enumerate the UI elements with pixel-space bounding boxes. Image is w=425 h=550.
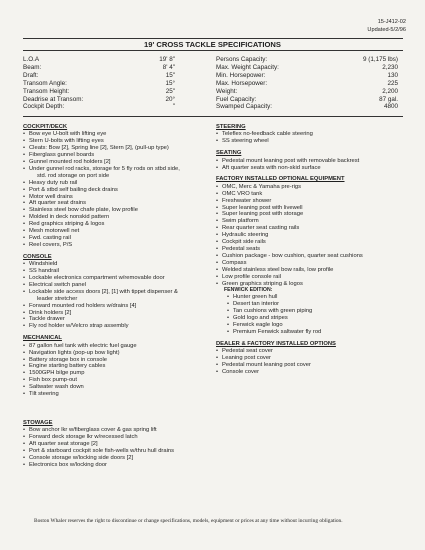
spec-label: Max. Horsepower: bbox=[216, 79, 268, 87]
section-heading: MECHANICAL bbox=[23, 335, 62, 342]
list-item: • Teleflex no-feedback cable steering bbox=[216, 131, 363, 138]
list-item: • Cockpit side rails bbox=[216, 239, 363, 246]
spec-value: 87 gal. bbox=[379, 95, 398, 103]
list-item: • Fwd. casting rail bbox=[23, 235, 180, 242]
list-item: • Cleats: Bow [2], Spring line [2], Stern [2], (pull-up type) bbox=[23, 145, 180, 152]
list-item: • Stainless steel bow chafe plate, low profile bbox=[23, 207, 180, 214]
list-item: • Motor well drains bbox=[23, 194, 180, 201]
list-item: • Lockable side access doors [2], [1] with tippet dispenser & bbox=[23, 289, 180, 296]
list-item: • Bow eye U-bolt with lifting eye bbox=[23, 131, 180, 138]
spec-value: 4800 bbox=[383, 103, 398, 111]
right-column bbox=[216, 124, 363, 376]
spec-value: 15° bbox=[165, 79, 175, 87]
list-item: • Cushion package - bow cushion, quarter seat cushions bbox=[216, 253, 363, 260]
page-title: 19' CROSS TACKLE SPECIFICATIONS bbox=[144, 40, 281, 49]
spec-row bbox=[216, 64, 398, 72]
spec-value: 15" bbox=[165, 71, 175, 79]
list-item: • Tackle drawer bbox=[23, 316, 180, 323]
spec-label: Weight: bbox=[216, 87, 238, 95]
list-item: • Super leaning post with livewell bbox=[216, 205, 363, 212]
spec-value: 20° bbox=[165, 95, 175, 103]
list-item: • Pedestal mount leaning post cover bbox=[216, 362, 363, 369]
updated-date: Updated-5/2/96 bbox=[367, 27, 406, 33]
list-item: • Battery storage box in console bbox=[23, 357, 180, 364]
list-item: • Forward mounted rod holders w/drains [4] bbox=[23, 303, 180, 310]
sub-list-item: • Premium Fenwick saltwater fly rod bbox=[216, 329, 363, 336]
list-item: • Pedestal mount leaning post with removable backrest bbox=[216, 158, 363, 165]
list-item: • Port & stbd self bailing deck drains bbox=[23, 187, 180, 194]
list-item: • Compass bbox=[216, 260, 363, 267]
spec-label: Fuel Capacity: bbox=[216, 95, 257, 103]
spec-row bbox=[216, 96, 398, 104]
spec-row bbox=[23, 96, 175, 104]
spec-row bbox=[216, 56, 398, 64]
section-heading: STOWAGE bbox=[23, 419, 53, 426]
list-item: • Saltwater wash down bbox=[23, 384, 180, 391]
list-item: • Console cover bbox=[216, 369, 363, 376]
list-item: • Fish box pump-out bbox=[23, 377, 180, 384]
spec-label: Max. Weight Capacity: bbox=[216, 63, 279, 71]
list-item: • Port & starboard cockpit sole fish-wells w/thru hull drains bbox=[23, 448, 180, 455]
list-item: • Swim platform bbox=[216, 218, 363, 225]
list-item: • Fly rod holder w/Velcro strap assembly bbox=[23, 323, 180, 330]
spec-row bbox=[23, 88, 175, 96]
spec-row bbox=[216, 80, 398, 88]
document-id-block bbox=[367, 18, 406, 34]
list-item: std. rod storage on port side bbox=[37, 172, 110, 179]
sub-list-item: • Tan cushions with green piping bbox=[216, 308, 363, 315]
list-item: • SS steering wheel bbox=[216, 138, 363, 145]
section-heading: SEATING bbox=[216, 150, 242, 157]
list-item: • Green graphics striping & logos bbox=[216, 281, 363, 288]
list-item: • Electronics box w/locking door bbox=[23, 462, 180, 469]
spec-row bbox=[23, 56, 175, 64]
sub-list-item: • Fenwick eagle logo bbox=[216, 322, 363, 329]
spec-row bbox=[23, 64, 175, 72]
spec-label: Beam: bbox=[23, 63, 42, 71]
list-item: • Aft quarter seat drains bbox=[23, 200, 180, 207]
list-item: • Under gunnel rod racks, storage for 5 fly rods on stbd side, bbox=[23, 166, 180, 173]
spec-label: Deadrise at Transom: bbox=[23, 95, 84, 103]
list-item: • Aft quarter seats with non-skid surface bbox=[216, 165, 363, 172]
list-item: • 87 gallon fuel tank with electric fuel gauge bbox=[23, 343, 180, 350]
list-item: • Gunnel mounted rod holders [2] bbox=[23, 159, 180, 166]
list-item: • Lockable electronics compartment w/removable door bbox=[23, 275, 180, 282]
list-item: • OMC VRO tank bbox=[216, 191, 363, 198]
spec-label: Transom Angle: bbox=[23, 79, 67, 87]
spec-row bbox=[216, 72, 398, 80]
spec-value: 2,200 bbox=[382, 87, 398, 95]
list-item: • Hydraulic steering bbox=[216, 232, 363, 239]
list-item: • Low profile console rail bbox=[216, 274, 363, 281]
sub-list-item: • Gold logo and stripes bbox=[216, 315, 363, 322]
section-heading: FACTORY INSTALLED OPTIONAL EQUIPMENT bbox=[216, 176, 345, 183]
list-item: • Navigation lights (pop-up bow light) bbox=[23, 350, 180, 357]
spec-value: 25" bbox=[165, 87, 175, 95]
spec-row bbox=[23, 72, 175, 80]
specs-left-table bbox=[23, 56, 175, 111]
spec-row bbox=[216, 88, 398, 96]
list-item: • Rear quarter seat casting rails bbox=[216, 225, 363, 232]
list-item: • Drink holders [2] bbox=[23, 310, 180, 317]
spec-row bbox=[216, 103, 398, 111]
spec-value: 225 bbox=[387, 79, 398, 87]
section-heading: STEERING bbox=[216, 124, 246, 130]
spec-label: Persons Capacity: bbox=[216, 56, 268, 63]
top-rule bbox=[23, 38, 403, 39]
section-heading: DEALER & FACTORY INSTALLED OPTIONS bbox=[216, 340, 336, 347]
list-item: leader stretcher bbox=[37, 295, 78, 302]
spec-value: 130 bbox=[387, 71, 398, 79]
list-item: • Mesh motorwell net bbox=[23, 228, 180, 235]
spec-row bbox=[23, 103, 175, 111]
list-item: • Fiberglass gunnel boards bbox=[23, 152, 180, 159]
spec-label: L.O.A bbox=[23, 56, 40, 63]
list-item: • Pedestal seat cover bbox=[216, 348, 363, 355]
spec-label: Swamped Capacity: bbox=[216, 103, 272, 111]
spec-label: Cockpit Depth: bbox=[23, 103, 65, 111]
list-item: • Super leaning post with storage bbox=[216, 211, 363, 218]
spec-label: Min. Horsepower: bbox=[216, 71, 266, 79]
list-item: • Engine starting battery cables bbox=[23, 363, 180, 370]
spec-value: " bbox=[172, 103, 175, 111]
list-item: • 1500GPH bilge pump bbox=[23, 370, 180, 377]
list-item: • Welded stainless steel bow rails, low profile bbox=[216, 267, 363, 274]
left-column bbox=[23, 124, 180, 469]
section-heading: COCKPIT/DECK bbox=[23, 124, 68, 130]
list-item: • Bow anchor lkr w/fiberglass cover & gas spring lift bbox=[23, 427, 180, 434]
spec-value: 8' 4" bbox=[162, 63, 175, 71]
list-item: • Heavy duty rub rail bbox=[23, 180, 180, 187]
list-item: • SS handrail bbox=[23, 268, 180, 275]
section-heading: CONSOLE bbox=[23, 253, 52, 260]
list-item: • Freshwater shower bbox=[216, 198, 363, 205]
list-item: • OMC, Merc & Yamaha pre-rigs bbox=[216, 184, 363, 191]
spec-value: 19' 8" bbox=[159, 56, 175, 63]
list-item: • Molded in deck nonskid pattern bbox=[23, 214, 180, 221]
title-rule bbox=[23, 50, 403, 51]
spec-label: Draft: bbox=[23, 71, 39, 79]
sub-list-item: • Hunter green hull bbox=[216, 294, 363, 301]
spec-row bbox=[23, 80, 175, 88]
list-item: • Red graphics striping & logos bbox=[23, 221, 180, 228]
list-item: • Electrical switch panel bbox=[23, 282, 180, 289]
list-item: • Pedestal seats bbox=[216, 246, 363, 253]
spec-label: Transom Height: bbox=[23, 87, 70, 95]
list-item: • Forward deck storage lkr w/recessed latch bbox=[23, 434, 180, 441]
specs-rule bbox=[23, 116, 403, 117]
list-item: • Reel covers, P/S bbox=[23, 242, 180, 249]
subsection-heading: FENWICK EDITION: bbox=[224, 287, 273, 294]
list-item: • Tilt steering bbox=[23, 391, 180, 398]
specs-right-table bbox=[216, 56, 398, 111]
document-id: 15-J412-02 bbox=[377, 19, 406, 25]
footer-disclaimer: Boston Whaler reserves the right to discontinue or change specifications, models, equipment or prices at any time without incurring obligation. bbox=[34, 518, 343, 524]
list-item: • Stern U-bolts with lifting eyes bbox=[23, 138, 180, 145]
list-item: • Leaning post cover bbox=[216, 355, 363, 362]
sub-list-item: • Desert tan interior bbox=[216, 301, 363, 308]
spec-value: 9 (1,175 lbs) bbox=[362, 56, 398, 63]
list-item: • Windshield bbox=[23, 261, 180, 268]
spec-value: 2,230 bbox=[382, 63, 398, 71]
list-item: • Aft quarter seat storage [2] bbox=[23, 441, 180, 448]
list-item: • Console storage w/locking side doors [2] bbox=[23, 455, 180, 462]
